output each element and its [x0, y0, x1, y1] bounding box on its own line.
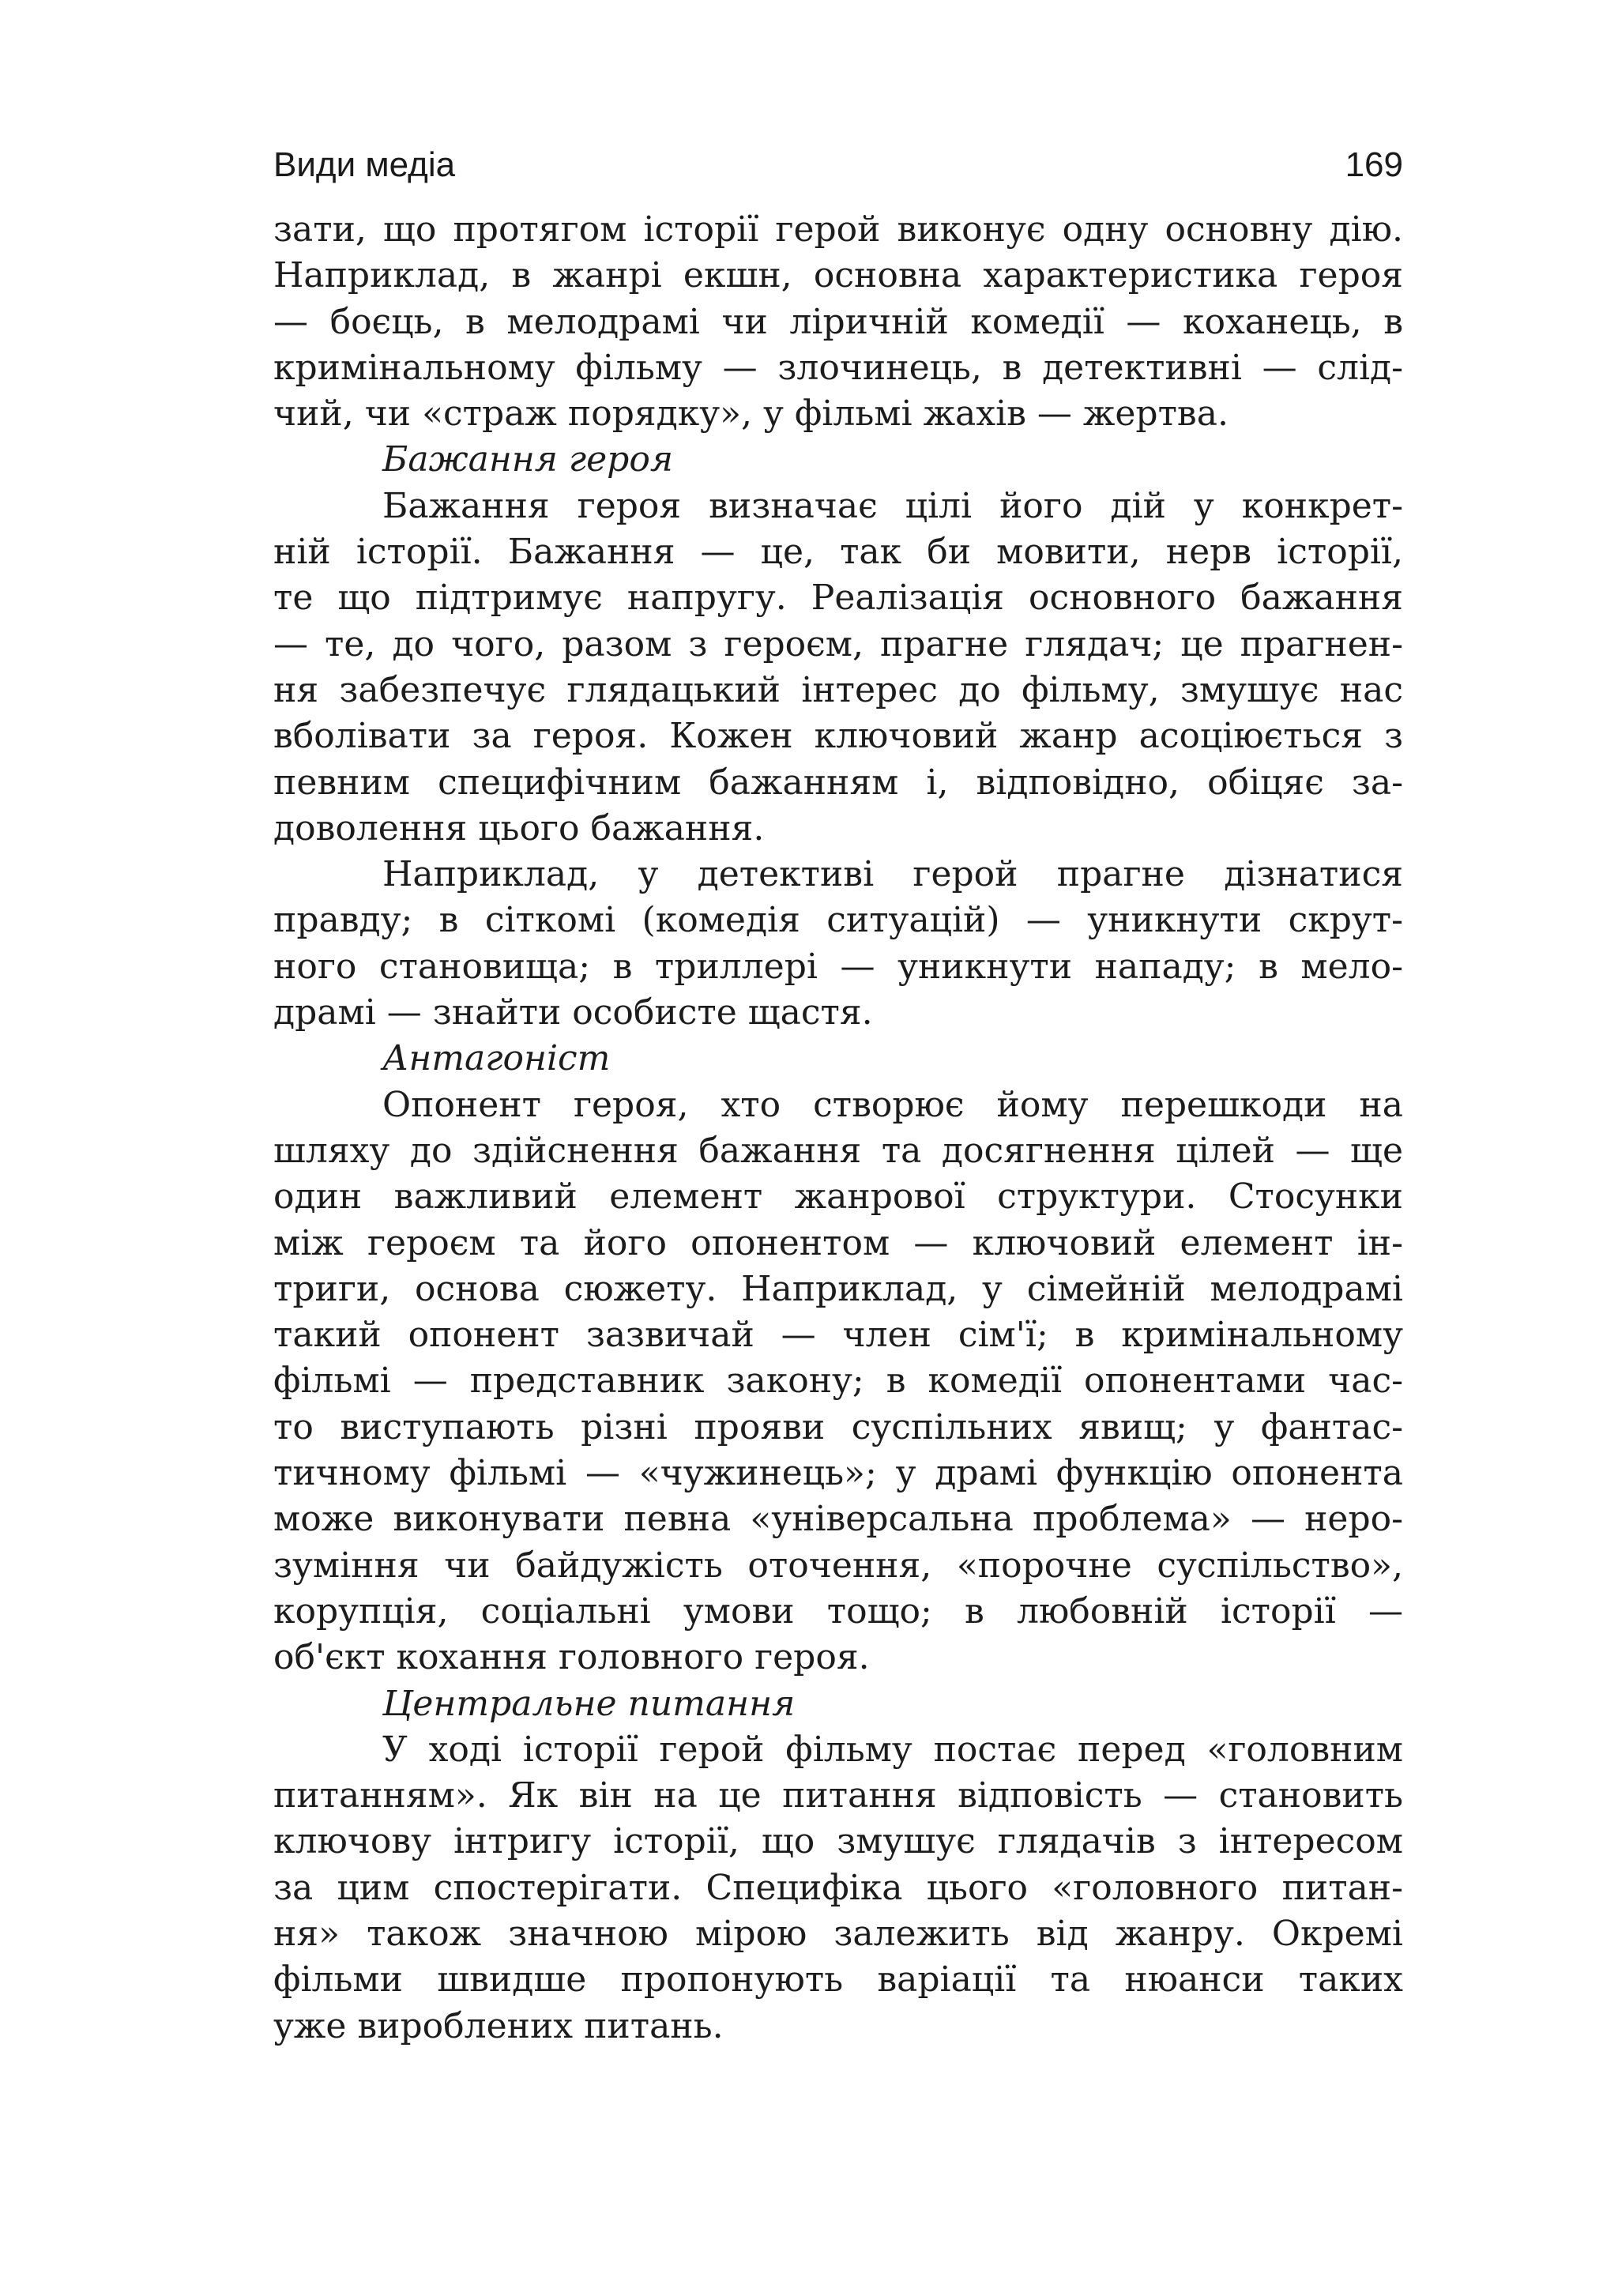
- text-line: У ході історії герой фільму постає перед «головним: [382, 1729, 1403, 1770]
- section-title: Види медіа: [273, 145, 456, 184]
- text-line: ня забезпечує глядацький інтерес до фільму, змушує нас: [273, 669, 1403, 710]
- text-line: — те, до чого, разом з героєм, прагне глядач; це прагнен-: [273, 623, 1403, 664]
- running-header: [273, 145, 1403, 193]
- text-line: ключову інтригу історії, що змушує глядачів з інтересом: [273, 1821, 1403, 1862]
- text-line: Опонент героя, хто створює йому перешкоди на: [382, 1084, 1403, 1125]
- text-line: Бажання героя визначає цілі його дій у конкрет-: [382, 485, 1403, 526]
- text-line: фільми швидше пропонують варіації та нюанси таких: [273, 1959, 1403, 2001]
- subheading-antagonist: Антагоніст: [382, 1038, 611, 1079]
- body-text: [273, 207, 1403, 2049]
- text-line: чий, чи «страж порядку», у фільмі жахів — жертва.: [273, 393, 1229, 435]
- text-line: кримінальному фільму — злочинець, в детективні — слід-: [273, 347, 1403, 388]
- text-line: об'єкт кохання головного героя.: [273, 1637, 870, 1678]
- text-line: такий опонент зазвичай — член сім'ї; в кримінальному: [273, 1315, 1403, 1356]
- text-line: ня» також значною мірою залежить від жанру. Окремі: [273, 1913, 1403, 1954]
- text-line: триги, основа сюжету. Наприклад, у сімейній мелодрамі: [273, 1268, 1403, 1309]
- text-line: зуміння чи байдужість оточення, «порочне суспільство»,: [273, 1545, 1403, 1586]
- text-line: корупція, соціальні умови тощо; в любовній історії —: [273, 1590, 1403, 1632]
- text-line: те що підтримує напругу. Реалізація основного бажання: [273, 578, 1403, 619]
- text-line: Наприклад, у детективі герой прагне дізнатися: [382, 854, 1403, 895]
- text-line: фільмі — представник закону; в комедії опонентами час-: [273, 1361, 1403, 1402]
- text-line: питанням». Як він на це питання відповість — становить: [273, 1775, 1403, 1816]
- text-line: Наприклад, в жанрі екшн, основна характеристика героя: [273, 255, 1403, 296]
- text-line: зати, що протягом історії герой виконує одну основну дію.: [273, 209, 1403, 250]
- text-line: між героєм та його опонентом — ключовий елемент ін-: [273, 1222, 1403, 1263]
- text-line: вболівати за героя. Кожен ключовий жанр асоціюється з: [273, 716, 1403, 757]
- text-line: уже вироблених питань.: [273, 2005, 724, 2046]
- text-line: драмі — знайти особисте щастя.: [273, 992, 873, 1033]
- text-line: доволення цього бажання.: [273, 807, 765, 849]
- text-line: правду; в сіткомі (комедія ситуацій) — уникнути скрут-: [273, 900, 1403, 941]
- text-line: один важливий елемент жанрової структури. Стосунки: [273, 1176, 1403, 1218]
- text-line: тичному фільмі — «чужинець»; у драмі функцію опонента: [273, 1453, 1403, 1494]
- text-line: за цим спостерігати. Специфіка цього «головного питан-: [273, 1867, 1403, 1908]
- page-number: 169: [1345, 145, 1403, 184]
- text-line: ній історії. Бажання — це, так би мовити, нерв історії,: [273, 532, 1403, 573]
- subheading-hero-desire: Бажання героя: [382, 439, 673, 480]
- text-line: шляху до здійснення бажання та досягнення цілей — ще: [273, 1130, 1403, 1171]
- text-line: то виступають різні прояви суспільних явищ; у фантас-: [273, 1406, 1403, 1447]
- text-line: ного становища; в триллері — уникнути нападу; в мело-: [273, 946, 1403, 987]
- text-line: може виконувати певна «універсальна проблема» — неро-: [273, 1499, 1403, 1540]
- subheading-central-question: Центральне питання: [382, 1683, 796, 1724]
- text-line: певним специфічним бажанням і, відповідно, обіцяє за-: [273, 762, 1403, 803]
- text-line: — боєць, в мелодрамі чи ліричній комедії — коханець, в: [273, 301, 1403, 342]
